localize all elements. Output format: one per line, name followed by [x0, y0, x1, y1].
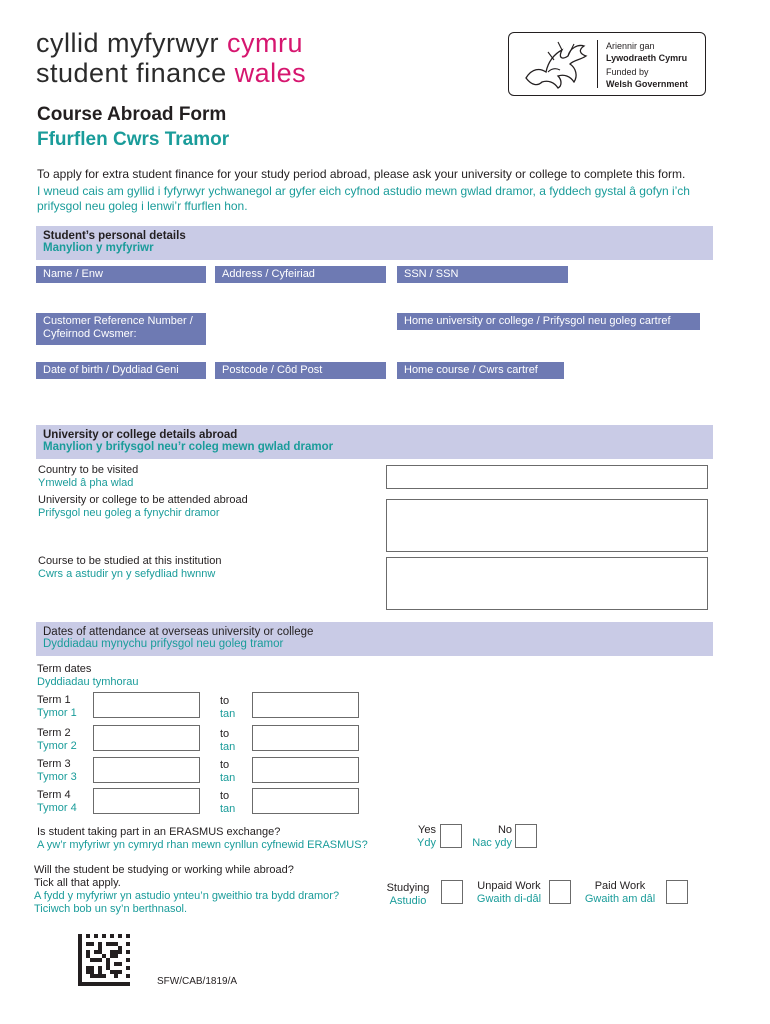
erasmus-question-cy: A yw’r myfyriwr yn cymryd rhan mewn cynllun cyfnewid ERASMUS? [37, 839, 368, 851]
date-of-birth-label: Date of birth / Dyddiad Geni [36, 362, 206, 379]
erasmus-no-checkbox[interactable] [515, 824, 537, 848]
to-label [220, 695, 235, 721]
section-header-abroad [36, 425, 713, 459]
term-label-en: Term 1 [37, 694, 71, 706]
section-title-welsh: Manylion y brifysgol neu’r coleg mewn gwlad dramor [43, 441, 334, 453]
term-3-end-field[interactable] [252, 757, 359, 783]
studying-label [380, 882, 436, 908]
term-dates-label-cy: Dyddiadau tymhorau [37, 676, 139, 688]
to-label-en: to [220, 695, 230, 707]
erasmus-no-label [466, 824, 512, 850]
unpaid-work-label-cy: Gwaith di-dâl [476, 893, 542, 905]
university-label-en: University or college to be attended abroad [38, 494, 248, 506]
to-label [220, 790, 235, 816]
logo-divider [597, 40, 598, 88]
section-title: University or college details abroad [43, 429, 238, 441]
to-label [220, 728, 235, 754]
course-label-cy: Cwrs a astudir yn y sefydliad hwnnw [38, 568, 216, 580]
term-dates-label [37, 663, 139, 689]
work-instruction-cy: Ticiwch bob un sy’n berthnasol. [34, 903, 188, 915]
university-label-cy: Prifysgol neu goleg a fynychir dramor [38, 507, 220, 519]
term-label-cy: Tymor 2 [37, 740, 77, 752]
customer-reference-label: Customer Reference Number / Cyfeirnod Cwsmer: [36, 313, 206, 345]
home-course-label: Home course / Cwrs cartref [397, 362, 564, 379]
yes-label-cy: Ydy [417, 837, 436, 849]
work-question [34, 864, 339, 916]
course-field[interactable] [386, 557, 708, 610]
no-label-en: No [497, 824, 512, 836]
home-university-label: Home university or college / Prifysgol neu goleg cartref [397, 313, 700, 330]
gov-text-3: Funded by [606, 67, 649, 77]
address-label: Address / Cyfeiriad [215, 266, 386, 283]
page-title: Course Abroad Form [37, 104, 227, 125]
intro-welsh: I wneud cais am gyllid i fyfyrwyr ychwanegol ar gyfer eich cyfnod astudio mewn gwlad dramor, a fyddech gystal â gofyn i’ch prifysgol neu goleg i lenwi’r ffurflen hon. [37, 184, 690, 213]
gov-text-2: Lywodraeth Cymru [606, 53, 688, 63]
erasmus-question-en: Is student taking part in an ERASMUS exchange? [37, 826, 281, 838]
term-1-start-field[interactable] [93, 692, 200, 718]
section-title-welsh: Dyddiadau mynychu prifysgol neu goleg tramor [43, 638, 284, 650]
logo-text-wales: wales [234, 58, 307, 88]
logo-text-english: student finance [36, 58, 235, 88]
work-instruction-en: Tick all that apply. [34, 877, 121, 889]
term-4-start-field[interactable] [93, 788, 200, 814]
term-dates-label-en: Term dates [37, 663, 92, 675]
term-2-end-field[interactable] [252, 725, 359, 751]
logo-text-welsh: cyllid myfyrwyr [36, 28, 227, 58]
to-label-cy: tan [220, 741, 236, 753]
to-label-cy: tan [220, 772, 236, 784]
studying-checkbox[interactable] [441, 880, 463, 904]
term-1-end-field[interactable] [252, 692, 359, 718]
country-label [38, 464, 138, 490]
term-4-label [37, 789, 77, 815]
term-label-en: Term 4 [37, 789, 71, 801]
unpaid-work-label [470, 880, 548, 906]
term-3-start-field[interactable] [93, 757, 200, 783]
paid-work-label [580, 880, 660, 906]
gov-text-4: Welsh Government [606, 79, 688, 89]
paid-work-label-cy: Gwaith am dâl [584, 893, 656, 905]
term-label-cy: Tymor 1 [37, 707, 77, 719]
to-label-cy: tan [220, 803, 236, 815]
university-field[interactable] [386, 499, 708, 552]
ssn-label: SSN / SSN [397, 266, 568, 283]
term-4-end-field[interactable] [252, 788, 359, 814]
section-title: Student’s personal details [43, 230, 186, 242]
country-label-en: Country to be visited [38, 464, 139, 476]
yes-label-en: Yes [418, 824, 436, 836]
logo-welsh [36, 28, 303, 59]
term-label-cy: Tymor 4 [37, 802, 77, 814]
to-label-en: to [220, 759, 230, 771]
erasmus-yes-label [413, 824, 436, 850]
paid-work-checkbox[interactable] [666, 880, 688, 904]
term-label-en: Term 3 [37, 758, 71, 770]
term-2-label [37, 727, 77, 753]
term-1-label [37, 694, 77, 720]
course-label [38, 555, 221, 581]
paid-work-label-en: Paid Work [594, 880, 646, 892]
term-2-start-field[interactable] [93, 725, 200, 751]
section-header-dates [36, 622, 713, 656]
to-label-en: to [220, 790, 230, 802]
to-label [220, 759, 235, 785]
page-title-welsh: Ffurflen Cwrs Tramor [37, 129, 230, 150]
name-label: Name / Enw [36, 266, 206, 283]
to-label-cy: tan [220, 708, 236, 720]
dragon-icon [518, 38, 592, 92]
gov-text-1: Ariennir gan [606, 41, 655, 51]
section-title: Dates of attendance at overseas university or college [43, 626, 314, 638]
unpaid-work-checkbox[interactable] [549, 880, 571, 904]
logo-english [36, 58, 306, 89]
section-title-welsh: Manylion y myfyriwr [43, 242, 154, 254]
studying-label-en: Studying [386, 882, 430, 894]
logo-text-cymru: cymru [227, 28, 303, 58]
term-3-label [37, 758, 77, 784]
intro-english: To apply for extra student finance for your study period abroad, please ask your university or college to complete this form. [37, 167, 686, 181]
term-label-en: Term 2 [37, 727, 71, 739]
work-question-cy: A fydd y myfyriwr yn astudio ynteu’n gweithio tra bydd dramor? [34, 890, 340, 902]
studying-label-cy: Astudio [389, 895, 427, 907]
country-field[interactable] [386, 465, 708, 489]
to-label-en: to [220, 728, 230, 740]
barcode-icon [78, 934, 130, 986]
university-label [38, 494, 248, 520]
country-label-cy: Ymweld â pha wlad [38, 477, 134, 489]
erasmus-yes-checkbox[interactable] [440, 824, 462, 848]
section-header-personal [36, 226, 713, 260]
form-code: SFW/CAB/1819/A [157, 976, 238, 987]
postcode-label: Postcode / Côd Post [215, 362, 386, 379]
no-label-cy: Nac ydy [472, 837, 512, 849]
unpaid-work-label-en: Unpaid Work [477, 880, 541, 892]
erasmus-question [37, 826, 368, 852]
work-question-en: Will the student be studying or working while abroad? [34, 864, 294, 876]
course-label-en: Course to be studied at this institution [38, 555, 222, 567]
term-label-cy: Tymor 3 [37, 771, 77, 783]
